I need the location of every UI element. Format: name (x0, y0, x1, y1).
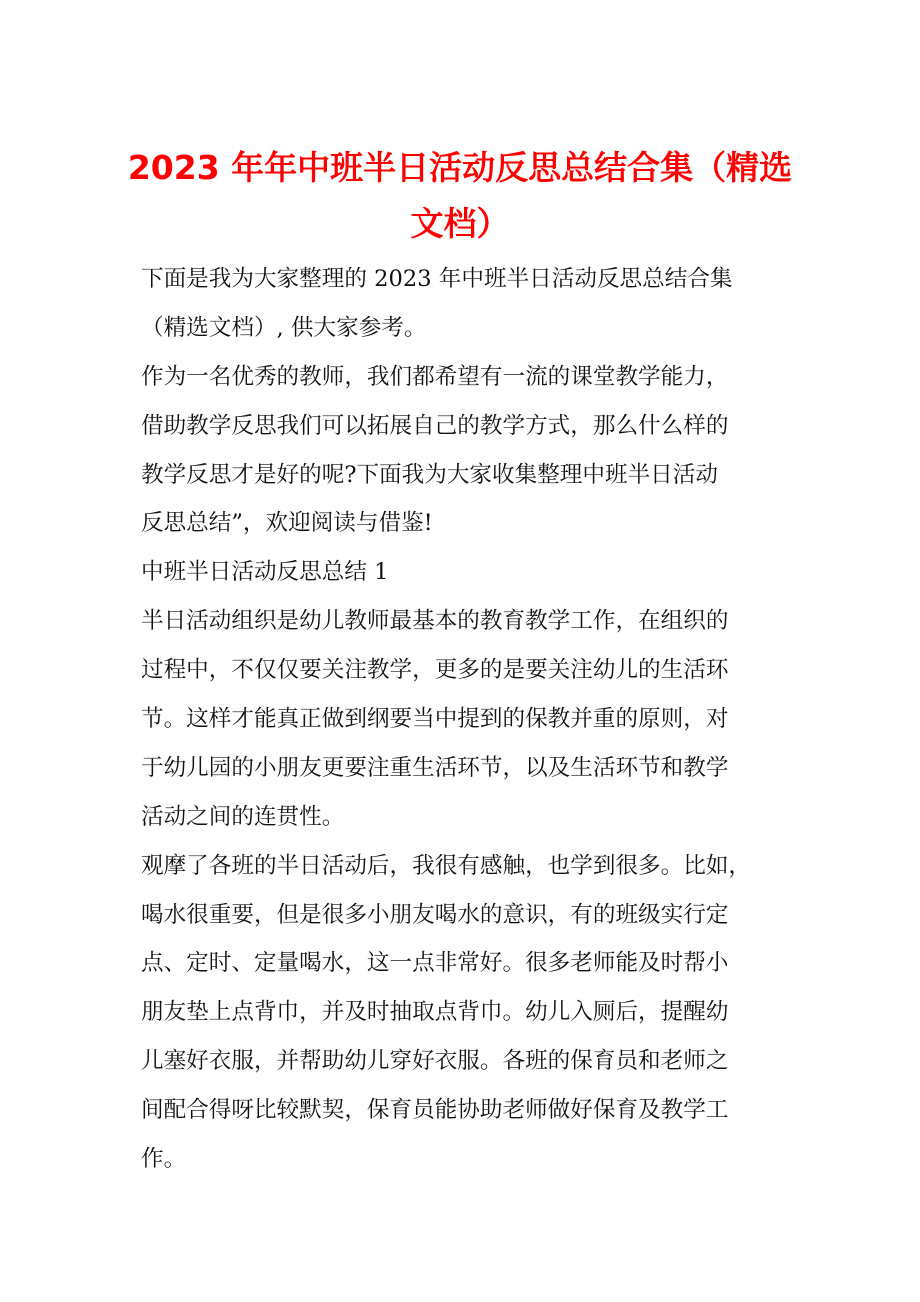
page-title-line-1: 2023 年年中班半日活动反思总结合集（精选 (127, 148, 793, 187)
paragraph-line: 作。 (141, 1146, 187, 1173)
paragraph-line: 观摩了各班的半日活动后，我很有感触，也学到很多。比如， (141, 852, 752, 879)
paragraph-line: 过程中，不仅仅要关注教学，更多的是要关注幼儿的生活环 (141, 657, 729, 684)
paragraph-line: 活动之间的连贯性。 (141, 803, 345, 830)
document-body (141, 255, 801, 1184)
paragraph-line: 反思总结”，欢迎阅读与借鉴! (141, 510, 433, 537)
paragraph-line: 节。这样才能真正做到纲要当中提到的保教并重的原则，对 (141, 706, 729, 733)
paragraph-line: 儿塞好衣服，并帮助幼儿穿好衣服。各班的保育员和老师之 (141, 1048, 729, 1075)
paragraph-line: 点、定时、定量喝水，这一点非常好。很多老师能及时帮小 (141, 950, 729, 977)
paragraph-line: 教学反思才是好的呢?下面我为大家收集整理中班半日活动 (141, 461, 718, 488)
intro-line: 下面是我为大家整理的 2023 年中班半日活动反思总结合集 (141, 266, 733, 292)
intro-line: （精选文档）, 供大家参考。 (141, 314, 427, 341)
paragraph-line: 作为一名优秀的教师，我们都希望有一流的课堂教学能力， (141, 363, 729, 390)
paragraph-line: 间配合得呀比较默契，保育员能协助老师做好保育及教学工 (141, 1097, 729, 1124)
paragraph-line: 借助教学反思我们可以拓展自己的教学方式，那么什么样的 (141, 412, 729, 439)
paragraph-line: 喝水很重要，但是很多小朋友喝水的意识，有的班级实行定 (141, 901, 729, 928)
paragraph-line: 朋友垫上点背巾，并及时抽取点背巾。幼儿入厕后，提醒幼 (141, 999, 729, 1026)
paragraph-line: 于幼儿园的小朋友更要注重生活环节，以及生活环节和教学 (141, 754, 729, 781)
paragraph-line: 半日活动组织是幼儿教师最基本的教育教学工作，在组织的 (141, 608, 729, 635)
section-heading: 中班半日活动反思总结 1 (141, 559, 389, 586)
page-title-line-2: 文档） (410, 204, 510, 243)
